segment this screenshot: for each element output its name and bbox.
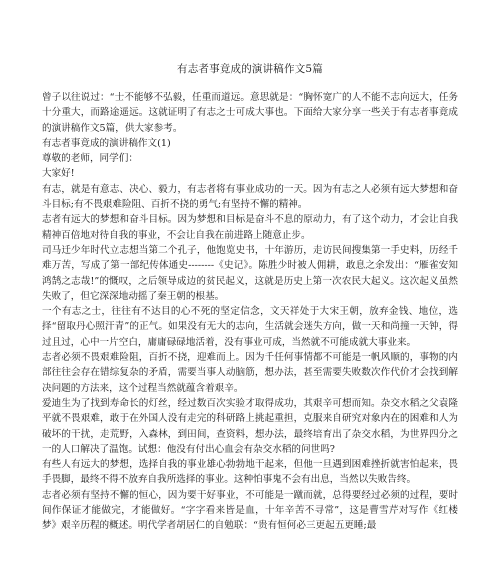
document-title: 有志者事竟成的演讲稿作文5篇 bbox=[177, 63, 323, 75]
greeting: 大家好! bbox=[42, 168, 75, 180]
body-paragraph: 司马迁少年时代立志想当第二个孔子，他饱览史书，十年游历，走访民间搜集第一手史料，历经千难万苦，写成了第一部纪传体通史--------《史记》。陈胜少时被人佣耕，敢息之余发出：“雁雀安知鸿鹄之志哉!”的慨叹，之后领导成边的贫民起义，这就是历史上第一次农民大起义。这次起义虽然失败了，但它深深地动摇了秦王朝的根基。 bbox=[42, 244, 458, 302]
section-heading: 有志者事竟成的演讲稿作文(1) bbox=[42, 137, 171, 149]
body-paragraph: 一个有志之士，往往有不达目的心不死的坚定信念，文天祥处于大宋王朝，放弃金钱、地位，选择“留取丹心照汗青”的正气。如果没有无大的志向，生活就会迷失方向，做一天和尚撞一天钟，得过且过，心中一片空白，庸庸碌碌地活着，没有事业可成，当然就不可能成就大事业来。 bbox=[42, 306, 458, 348]
salutation: 尊敬的老师，同学们： bbox=[42, 153, 138, 165]
body-paragraph: 志者必须不畏艰难险阻，百折不挠，迎难而上。因为千任何事情都不可能是一帆风顺的，事物的内部往往会存在错综复杂的矛盾，需要当事人动脑筋，想办法，甚至需要失败数次作代价才会找到解决问题的方法来，这个过程当然就蕴含着艰辛。 bbox=[42, 352, 458, 394]
body-paragraph: 志者有远大的梦想和奋斗目标。因为梦想和目标是奋斗不息的原动力，有了这个动力，才会让自我精神百倍地对待自我的事业，不会让自我在前进路上随意止步。 bbox=[42, 214, 458, 241]
body-paragraph: 爱迪生为了找到寿命长的灯丝，经过数百次实验才取得成功，其艰辛可想而知。杂交水稻之父袁隆平就不畏艰难，敢于在外国人没有走完的科研路上挑起重担，克服来自研究对象内在的困难和人为破坏的干扰，走荒野，入森林，到田间，查资料，想办法，最终培育出了杂交水稻，为世界四分之一的人口解决了温饱。试想：他没有付出心血会有杂交水稻的问世吗? bbox=[42, 397, 458, 455]
body-paragraph: 有志，就是有意志、决心、毅力，有志者将有事业成功的一天。因为有志之人必须有远大梦想和奋斗目标;有不畏艰难险阻、百折不挠的勇气;有坚持不懈的精神。 bbox=[42, 183, 458, 211]
body-paragraph: 有些人有远大的梦想，选择自我的事业雄心勃勃地干起来，但他一旦遇到困难挫折就害怕起来，畏手畏脚，最终不得不放弃自我所选择的事业。这种怕事鬼不会有出息，当然以失败告终。 bbox=[42, 459, 458, 486]
body-paragraph: 志者必须有坚持不懈的恒心，因为要干好事业，不可能是一蹴而就，总得要经过必须的过程，要时间作保证才能做完，才能做好。“字字看来皆是血，十年辛苦不寻常”，这是曹雪芹对写作《红楼梦》艰辛历程的概述。明代学者胡居仁的自勉联：“贵有恒何必三更起五更睡;最 bbox=[42, 489, 458, 532]
intro-paragraph: 曾子以往说过：“士不能够不弘毅，任重而道远。意思就是：“胸怀宽广的人不能不志向远大，任务十分重大，而路途遥远。这就证明了有志之士可成大事也。下面给大家分享一些关于有志者事竟成的演讲稿作文5篇，供大家参考。 bbox=[42, 92, 458, 134]
